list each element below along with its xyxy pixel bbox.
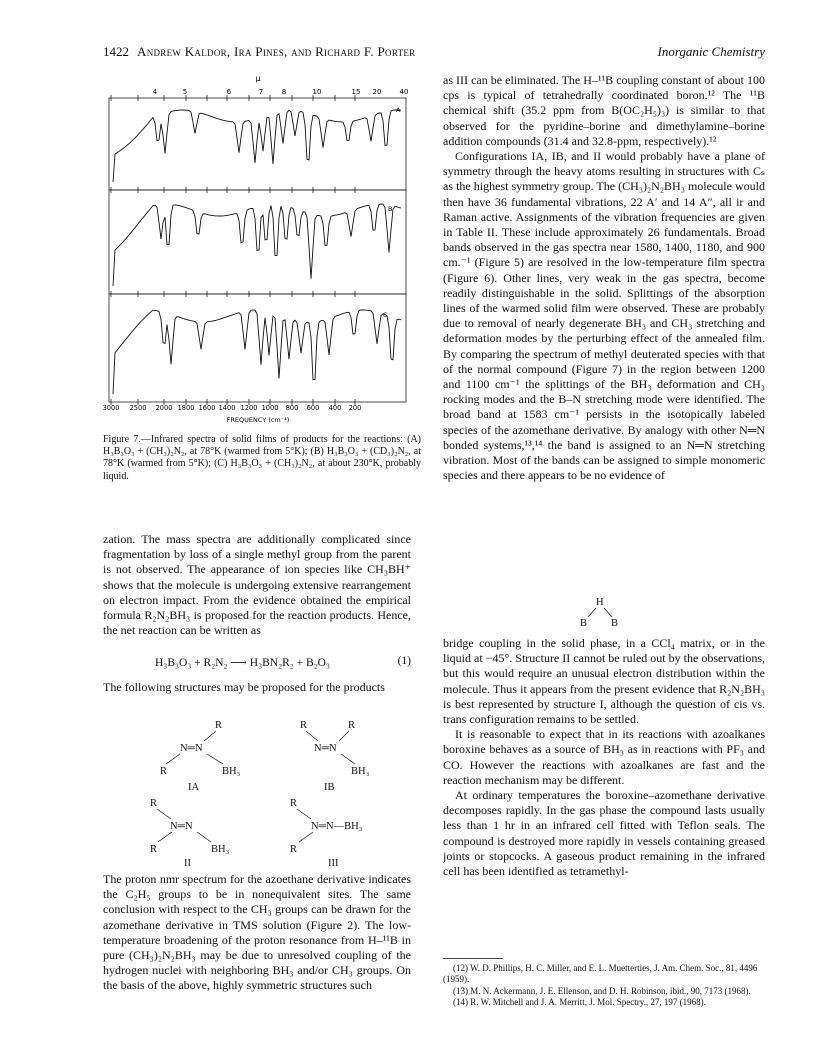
panel-label-a: A (396, 106, 401, 114)
struct-ii-r-top: R (150, 798, 158, 809)
equation-body: H₃B₃O₃ + R₂N₂ ⟶ H₃BN₂R₂ + B₂O₃ (155, 657, 330, 669)
reference-14: (14) R. W. Mitchell and J. A. Merritt, J. Mol. Spectry., 27, 197 (1968). (453, 996, 706, 1007)
left-column-mid (103, 680, 411, 695)
struct-iii-r-top: R (290, 798, 298, 809)
paragraph: The proton nmr spectrum for the azoethane derivative indicates the C₂H₅ groups to be in nonequivalent sites. The same conclusion with respect to the CH₃ groups can be drawn for the azomethane derivative in TMS solution (Figure 2). The low-temperature broadening of the proton resonance from H–¹¹B in pure (CH₃)₂N₂BH₃ may be due to unresolved coupling of the hydrogen nuclei with neighboring BH₃ and/or CH₃ groups. On the basis of the above, highly symmetric structures such (103, 872, 411, 993)
bridge-b-right: B (611, 618, 619, 629)
paragraph: zation. The mass spectra are additionally complicated since fragmentation by loss of a single methyl group from the parent is not observed. The appearance of ion species like CH₃BH⁺ shows that the molecule is undergoing extensive rearrangement on electron impact. From the evidence obtained the empirical formula R₂N₂BH₃ is proposed for the reaction products. Hence, the net reaction can be written as (103, 532, 411, 638)
struct-label-ia: IA (188, 782, 200, 793)
spectrum-trace (113, 110, 401, 182)
top-tick-label: 10 (312, 88, 322, 96)
panel-label-b: B (388, 205, 393, 213)
struct-label-iii: III (328, 858, 339, 868)
bridge-b-left: B (580, 618, 588, 629)
top-tick-label: 20 (372, 88, 382, 96)
struct-ii-bh3: BH₃ (211, 844, 230, 855)
bottom-tick-label: 200 (348, 404, 362, 412)
top-tick-labels (153, 88, 409, 96)
struct-ia-bh3: BH₃ (222, 766, 241, 777)
struct-label-ib: IB (324, 782, 335, 793)
left-column-bottom (103, 872, 411, 994)
page-number: 1422 (103, 44, 129, 59)
struct-ib-nn: N═N (314, 743, 337, 754)
struct-label-ii: II (184, 858, 191, 868)
spectrum-trace (113, 310, 401, 394)
struct-iii-r-bottom: R (290, 844, 298, 855)
struct-ib-r-left: R (300, 720, 308, 731)
struct-iii-nnbh3: N═N—BH₃ (311, 821, 363, 832)
struct-ib-r-right: R (348, 720, 356, 731)
footnote-rule (443, 958, 503, 959)
top-tick-label: 5 (182, 88, 188, 96)
mu-label: μ (255, 74, 261, 83)
equation-number: (1) (397, 655, 411, 667)
header-authors: Andrew Kaldor, Ira Pines, and Richard F. Porter (137, 44, 416, 59)
bottom-tick-label: 1400 (218, 404, 236, 412)
bottom-tick-label: 1000 (261, 404, 279, 412)
reference-13: (13) M. N. Ackermann, J. E. Ellenson, and D. H. Robinson, ibid., 90, 7173 (1968). (453, 985, 751, 996)
figure-7-ir-spectra (103, 72, 413, 432)
paragraph: bridge coupling in the solid phase, in a CCl₄ matrix, or in the liquid at −45°. Structure II cannot be ruled out by the observations, but this would require an unusual electron distribution within the molecule. Thus it appears from the present evidence that R₂N₂BH₃ is best represented by structure I, although the question of cis vs. trans configuration remains to be settled. (443, 636, 765, 727)
equation-1 (155, 655, 411, 669)
bottom-tick-label: 3000 (103, 404, 120, 412)
top-tick-label: 6 (226, 88, 232, 96)
structures-figure (150, 718, 390, 868)
panel-label-c: C (383, 311, 388, 319)
struct-ib-bh3: BH₃ (351, 766, 370, 777)
paragraph: The following structures may be proposed for the products (103, 680, 385, 694)
paragraph: It is reasonable to expect that in its reactions with azoalkanes boroxine behaves as a source of BH₃ as in reactions with PF₃ and CO. However the reactions with azoalkanes are fast and the reaction mechanism may be different. (443, 727, 765, 787)
bottom-tick-label: 800 (285, 404, 299, 412)
top-tick-label: 15 (351, 88, 361, 96)
figure-caption: Figure 7.—Infrared spectra of solid films of products for the reactions: (A) H₃B₃O₃ + (CH₃)₂N₂, at 78°K (warmed from 5°K); (B) H₃B₃O₃ + (CD₃)₂N₂, at 78°K (warmed from 5°K); (C) H₃B₃O₃ + (CH₃)₂N₂, at about 230°K, probably liquid. (103, 434, 421, 482)
top-tick-label: 8 (281, 88, 287, 96)
bottom-tick-labels (103, 404, 361, 412)
paragraph: as III can be eliminated. The H–¹¹B coupling constant of about 100 cps is typical of tetrahedrally coordinated boron.¹² The ¹¹B chemical shift (35.2 ppm from B(OC₂H₅)₃) is similar to that observed for the pyridine–borine and dimethylamine–borine addition compounds (31.4 and 32.8-ppm, respectively).¹² (443, 73, 765, 148)
right-column-top (443, 73, 765, 483)
bottom-tick-label: 400 (328, 404, 342, 412)
references (443, 963, 765, 1008)
bottom-tick-label: 600 (306, 404, 320, 412)
top-tick-label: 40 (399, 88, 409, 96)
x-axis-label: FREQUENCY (cm⁻¹) (226, 416, 290, 424)
bridge-h: H (596, 597, 604, 608)
bottom-tick-label: 2000 (155, 404, 173, 412)
right-column-bottom (443, 636, 765, 879)
struct-ii-r-bottom: R (150, 844, 158, 855)
spectrum-trace (113, 204, 401, 286)
reference-12: (12) W. D. Phillips, H. C. Miller, and E. L. Muetterties, J. Am. Chem. Soc., 81, 4496 (1959). (443, 963, 758, 985)
bottom-tick-label: 1800 (177, 404, 195, 412)
struct-ia-nn: N═N (180, 743, 203, 754)
top-tick-label: 4 (152, 88, 158, 96)
left-column-top (103, 532, 411, 638)
bottom-tick-label: 1200 (240, 404, 258, 412)
paragraph: At ordinary temperatures the boroxine–azomethane derivative decomposes rapidly. In the gas phase the compound lasts usually less than 1 hr in an infrared cell fitted with Teflon seals. The compound is destroyed more rapidly in vessels containing greased joints or stopcocks. A gaseous product remaining in the infrared cell has been identified as tetramethyl- (443, 788, 765, 879)
paragraph: Configurations IA, IB, and II would probably have a plane of symmetry through the heavy atoms resulting in structures with Cₛ as the highest symmetry group. The (CH₃)₂N₂BH₃ molecule would then have 36 fundamental vibrations, 22 A′ and 14 A″, all ir and Raman active. Assignments of the vibration frequencies are given in Table II. These include approximately 26 fundamentals. Broad bands observed in the gas spectra near 1580, 1400, 1180, and 900 cm.⁻¹ (Figure 5) are resolved in the low-temperature film spectra (Figure 6). Other lines, very weak in the gas spectra, become readily distinguishable in the solid. Splittings of the absorption lines of the warmed solid film were observed. These are probably due to removal of nearly degenerate BH₃ and CH₃ stretching and deformation modes by the perturbing effect of the annealed film. By comparing the spectrum of methyl deuterated species with that of the normal compound (Figure 7) in the region between 1200 and 1100 cm⁻¹ the splittings of the BH₃ deformation and CH₃ rocking modes and the B–N stretching mode were identified. The broad band at 1583 cm⁻¹ persists in the isotopically labeled species of the azomethane derivative. By analogy with other N═N bonded systems,¹³,¹⁴ the band is assigned to an N═N stretching vibration. Most of the bands can be assigned to simple monomeric species and there appears to be no evidence of (443, 149, 765, 483)
spectrum-traces (113, 110, 401, 394)
bottom-tick-label: 2500 (129, 404, 147, 412)
bottom-tick-label: 1600 (198, 404, 216, 412)
struct-ii-nn: N═N (170, 821, 193, 832)
bridge-structure (576, 595, 626, 631)
struct-ia-r-top: R (215, 720, 223, 731)
struct-ia-r-bottom: R (160, 766, 168, 777)
top-tick-label: 7 (258, 88, 264, 96)
header-journal: Inorganic Chemistry (657, 44, 765, 59)
running-header (103, 44, 765, 62)
